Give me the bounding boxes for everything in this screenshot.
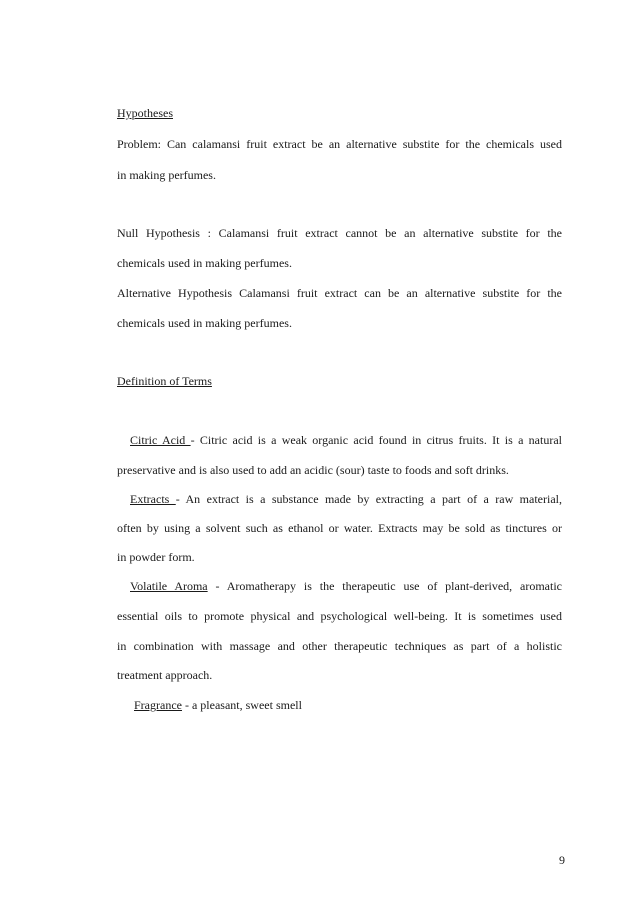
extracts-term: Extracts (130, 492, 176, 506)
extracts-definition-line-1 (130, 492, 562, 506)
volatile-aroma-definition-line-2: essential oils to promote physical and psychological well-being. It is sometimes used (117, 609, 562, 623)
volatile-aroma-definition-line-3: in combination with massage and other therapeutic techniques as part of a holistic (117, 639, 562, 653)
citric-acid-definition-line-2: preservative and is also used to add an acidic (sour) taste to foods and soft drinks. (117, 463, 509, 477)
citric-acid-text: - Citric acid is a weak organic acid found in citrus fruits. It is a natural (190, 433, 562, 447)
definition-of-terms-heading: Definition of Terms (117, 374, 212, 388)
volatile-aroma-text: - Aromatherapy is the therapeutic use of plant-derived, aromatic (207, 579, 562, 593)
volatile-aroma-definition-line-4: treatment approach. (117, 668, 213, 682)
citric-acid-definition-line-1 (130, 433, 562, 447)
page-number: 9 (559, 853, 565, 867)
hypotheses-heading: Hypotheses (117, 106, 173, 120)
alternative-hypothesis-line-2: chemicals used in making perfumes. (117, 316, 292, 330)
fragrance-definition-line-1 (134, 698, 579, 712)
extracts-definition-line-2: often by using a solvent such as ethanol or water. Extracts may be sold as tinctures or (117, 521, 562, 535)
citric-acid-term: Citric Acid (130, 433, 191, 447)
alternative-hypothesis-line-1: Alternative Hypothesis Calamansi fruit extract can be an alternative substite for the (117, 286, 562, 300)
fragrance-term: Fragrance (134, 698, 182, 712)
problem-statement-line-2: in making perfumes. (117, 168, 216, 182)
volatile-aroma-term: Volatile Aroma (130, 579, 208, 593)
problem-statement-line-1: Problem: Can calamansi fruit extract be an alternative substite for the chemicals used (117, 137, 562, 151)
extracts-definition-line-3: in powder form. (117, 550, 195, 564)
extracts-text: - An extract is a substance made by extracting a part of a raw material, (175, 492, 562, 506)
null-hypothesis-line-1: Null Hypothesis : Calamansi fruit extract cannot be an alternative substite for the (117, 226, 562, 240)
null-hypothesis-line-2: chemicals used in making perfumes. (117, 256, 292, 270)
fragrance-text: - a pleasant, sweet smell (181, 698, 302, 712)
volatile-aroma-definition-line-1 (130, 579, 562, 593)
